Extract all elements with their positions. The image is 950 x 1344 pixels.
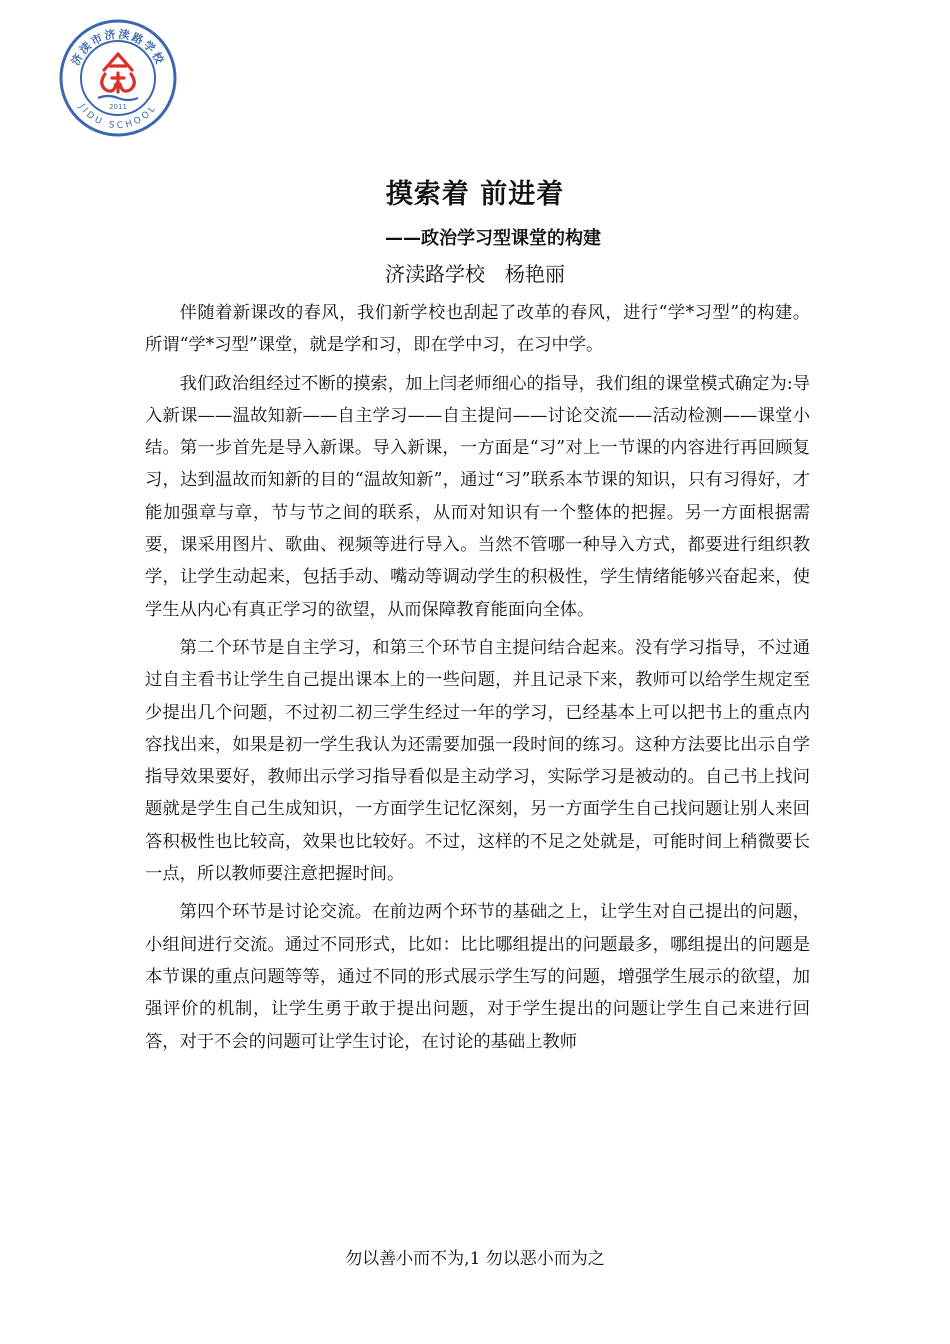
paragraph: 第二个环节是自主学习，和第三个环节自主提问结合起来。没有学习指导，不过通过自主看书让学生自己提出课本上的一些问题，并且记录下来，教师可以给学生规定至少提出几个问题，不过初二初三学生经过一年的学习，已经基本上可以把书上的重点内容找出来，如果是初一学生我认为还需要加强一段时间的练习。这种方法要比出示自学指导效果要好，教师出示学习指导看似是主动学习，实际学习是被动的。自己书上找问题就是学生自己生成知识，一方面学生记忆深刻，另一方面学生自己找问题让别人来回答积极性也比较高，效果也比较好。不过，这样的不足之处就是，可能时间上稍微要长一点，所以教师要注意把握时间。 — [145, 637, 810, 885]
page-title: 摸索着 前进着 — [385, 179, 565, 210]
school-seal-icon — [58, 18, 178, 138]
footer-motto: 勿以善小而不为,1 勿以恶小而为之 — [345, 1249, 605, 1269]
paragraph: 第四个环节是讨论交流。在前边两个环节的基础之上，让学生对自己提出的问题，小组间进行交流。通过不同形式，比如：比比哪组提出的问题最多，哪组提出的问题是本节课的重点问题等等，通过不同的形式展示学生写的问题，增强学生展示的欲望，加强评价的机制，让学生勇于敢于提出问题，对于学生提出的问题让学生自己来进行回答，对于不会的问题可让学生讨论，在讨论的基础上教师 — [145, 902, 810, 1052]
paragraph: 伴随着新课改的春风，我们新学校也刮起了改革的春风，进行“学*习型”的构建。所谓“学*习型”课堂，就是学和习，即在学中习，在习中学。 — [145, 303, 810, 356]
seal-top-text: 济渎市济渎路学校 — [68, 27, 168, 68]
emblem-icon — [102, 54, 135, 92]
school-logo — [58, 18, 178, 138]
seal-bottom-text: JIDU SCHOOL — [76, 102, 160, 132]
author-line: 济渎路学校 杨艳丽 — [385, 262, 565, 286]
seal-year: 2011 — [109, 103, 127, 111]
article-body — [145, 297, 810, 1064]
paragraph: 我们政治组经过不断的摸索，加上闫老师细心的指导，我们组的课堂模式确定为:导入新课——温故知新——自主学习——自主提问——讨论交流——活动检测——课堂小结。第一步首先是导入新课。导入新课，一方面是“习”对上一节课的内容进行再回顾复习，达到温故而知新的目的“温故知新”，通过“习”联系本节课的知识，只有习得好，才能加强章与章，节与节之间的联系，从而对知识有一个整体的把握。另一方面根据需要，课采用图片、歌曲、视频等进行导入。当然不管哪一种导入方式，都要进行组织教学，让学生动起来，包括手动、嘴动等调动学生的积极性，学生情绪能够兴奋起来，使学生从内心有真正学习的欲望，从而保障教育能面向全体。 — [145, 373, 810, 620]
page-subtitle: ——政治学习型课堂的构建 — [385, 228, 601, 249]
